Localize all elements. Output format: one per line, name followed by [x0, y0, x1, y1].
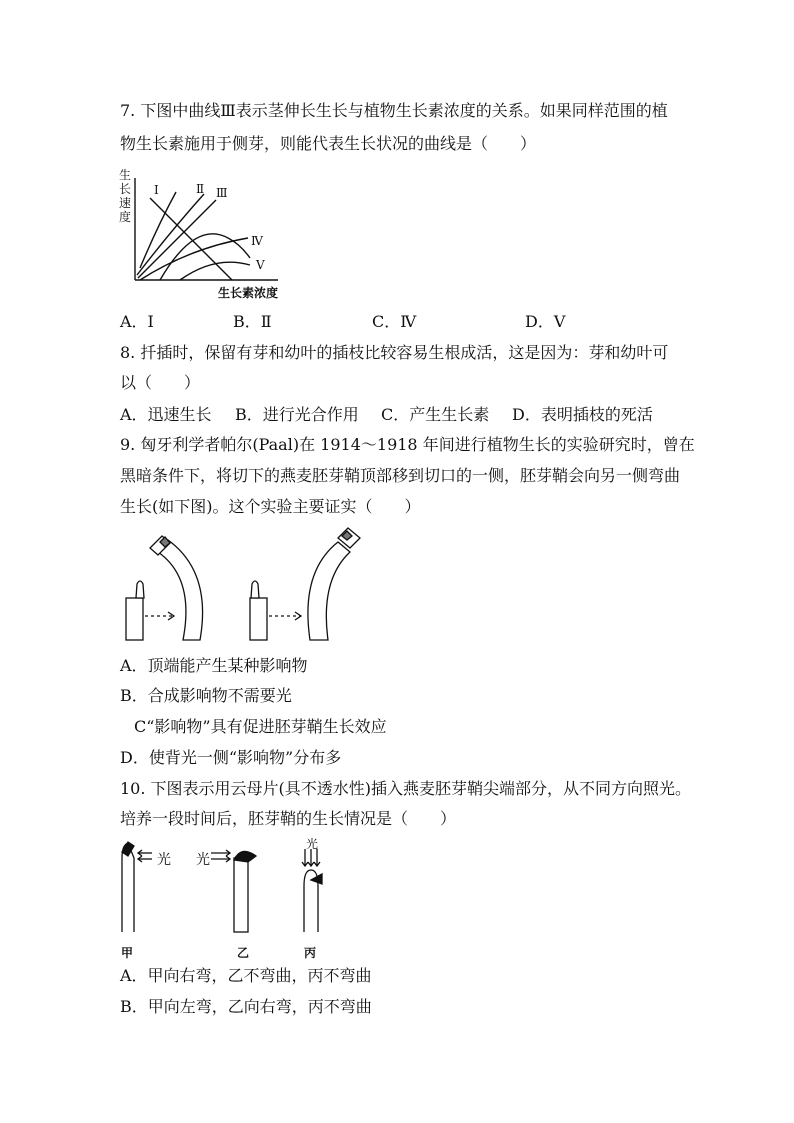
q9-option-d: D．使背光一侧“影响物”分布多	[120, 748, 342, 767]
plant-label-yi: 乙	[237, 946, 250, 960]
curve-label-I: Ⅰ	[154, 183, 159, 197]
curve-label-V: Ⅴ	[256, 258, 265, 272]
q9-stem-line1: 9. 匈牙利学者帕尔(Paal)在 1914～1918 年间进行植物生长的实验研究时，曾在	[120, 435, 695, 454]
q7-option-c: C．Ⅳ	[372, 312, 417, 331]
q10-stem-line1: 10. 下图表示用云母片(具不透水性)插入燕麦胚芽鞘尖端部分，从不同方向照光。	[120, 779, 692, 798]
q7-stem-line1: 7. 下图中曲线Ⅲ表示茎伸长生长与植物生长素浓度的关系。如果同样范围的植	[120, 101, 668, 120]
plant-yi-mica-tip	[234, 851, 256, 862]
graph-ylabel: 生 长 速 度	[119, 168, 132, 224]
curve-label-III: Ⅲ	[216, 186, 228, 200]
q8-stem-line1: 8. 扦插时，保留有芽和幼叶的插枝比较容易生根成活，这是因为：芽和幼叶可	[120, 343, 669, 362]
q9-option-b: B．合成影响物不需要光	[120, 686, 292, 705]
q7-option-b: B．Ⅱ	[233, 312, 272, 331]
q9-stem-line2: 黑暗条件下，将切下的燕麦胚芽鞘顶部移到切口的一侧，胚芽鞘会向另一侧弯曲	[120, 466, 681, 485]
plant-label-jia: 甲	[121, 946, 134, 960]
curve-label-II: Ⅱ	[196, 182, 205, 196]
plant-yi-coleoptile	[234, 858, 248, 932]
graph-xlabel: 生长素浓度	[218, 286, 279, 300]
q8-option-c: C．产生生长素	[381, 405, 490, 424]
q10-option-a: A．甲向右弯，乙不弯曲，丙不弯曲	[120, 966, 372, 985]
q7-stem-line2: 物生长素施用于侧芽，则能代表生长状况的曲线是（ ）	[120, 134, 537, 153]
q8-option-d: D．表明插枝的死活	[512, 405, 653, 424]
q8-option-b: B．进行光合作用	[235, 405, 359, 424]
plant-label-bing: 丙	[304, 946, 317, 960]
jia-light-label: 光	[157, 852, 171, 868]
q7-option-d: D．Ⅴ	[525, 312, 566, 331]
q10-stem-line2: 培养一段时间后，胚芽鞘的生长情况是（ ）	[120, 809, 457, 828]
bing-light-label: 光	[306, 837, 319, 851]
q9-stem-line3: 生长(如下图)。这个实验主要证实（ ）	[120, 497, 421, 516]
q8-stem-line2: 以（ ）	[120, 373, 201, 392]
q8-option-a: A．迅速生长	[120, 405, 212, 424]
q9-option-a: A．顶端能产生某种影响物	[120, 656, 308, 675]
q10-option-b: B．甲向左弯，乙向右弯，丙不弯曲	[120, 997, 372, 1016]
q7-option-a: A．Ⅰ	[120, 312, 154, 331]
curve-label-IV: Ⅳ	[251, 234, 263, 248]
yi-light-label: 光	[196, 852, 210, 868]
q9-option-c: C“影响物”具有促进胚芽鞘生长效应	[134, 717, 387, 736]
